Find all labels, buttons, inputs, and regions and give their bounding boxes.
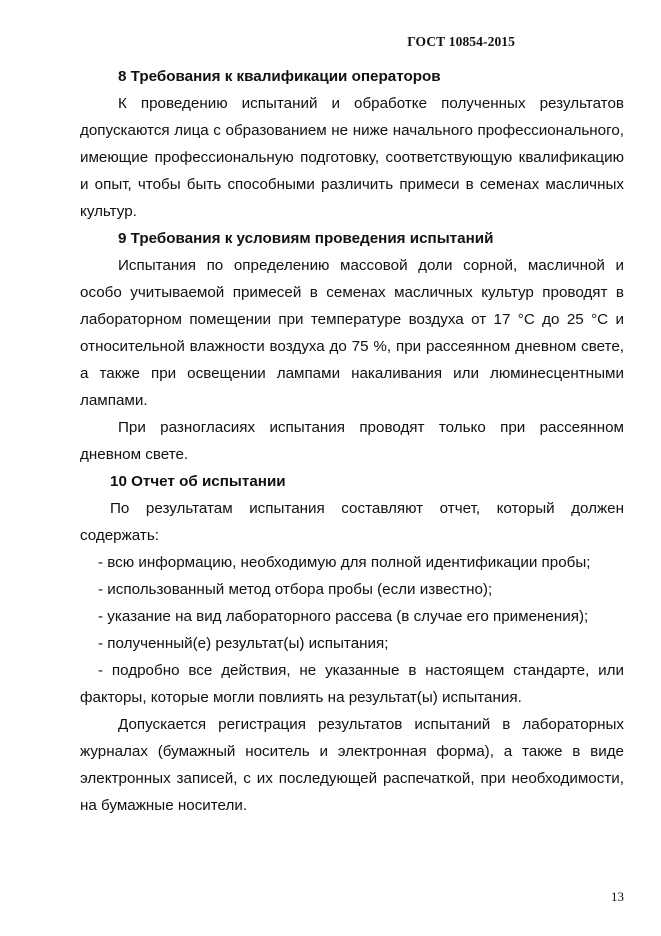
list-item: - полученный(е) результат(ы) испытания; [98, 635, 389, 652]
document-body [80, 63, 624, 819]
list-item: - всю информацию, необходимую для полной идентификации пробы; [98, 554, 591, 571]
section-10-intro: По результатам испытания составляют отчет, который должен содержать: [80, 500, 624, 544]
section-9-paragraph-2: При разногласиях испытания проводят только при рассеянном дневном свете. [80, 419, 624, 463]
list-item: - указание на вид лабораторного рассева (в случае его применения); [98, 608, 589, 625]
list-item: - использованный метод отбора пробы (если известно); [98, 581, 493, 598]
document-standard-header: ГОСТ 10854-2015 [407, 34, 515, 49]
section-10-heading: 10 Отчет об испытании [110, 473, 286, 490]
list-item: - подробно все действия, не указанные в настоящем стандарте, или факторы, которые могли повлиять на результат(ы) испытания. [80, 662, 624, 706]
section-9-paragraph-1: Испытания по определению массовой доли сорной, масличной и особо учитываемой примесей в семенах масличных культур проводят в лабораторном помещении при температуре воздуха от 17 °С до 25 °С и относительной влажности воздуха до 75 %, при рассеянном дневном свете, а также при освещении лампами накаливания или люминесцентными лампами. [80, 257, 624, 409]
section-10-closing: Допускается регистрация результатов испытаний в лабораторных журналах (бумажный носитель и электронная форма), а также в виде электронных записей, с их последующей распечаткой, при необходимости, на бумажные носители. [80, 716, 624, 814]
section-9-heading: 9 Требования к условиям проведения испытаний [118, 230, 494, 247]
section-8-heading: 8 Требования к квалификации операторов [118, 68, 441, 85]
page-number: 13 [611, 889, 624, 904]
section-8-paragraph: К проведению испытаний и обработке полученных результатов допускаются лица с образованием не ниже начального профессионального, имеющие профессиональную подготовку, соответствующую квалификацию и опыт, чтобы быть способными различить примеси в семенах масличных культур. [80, 95, 624, 220]
